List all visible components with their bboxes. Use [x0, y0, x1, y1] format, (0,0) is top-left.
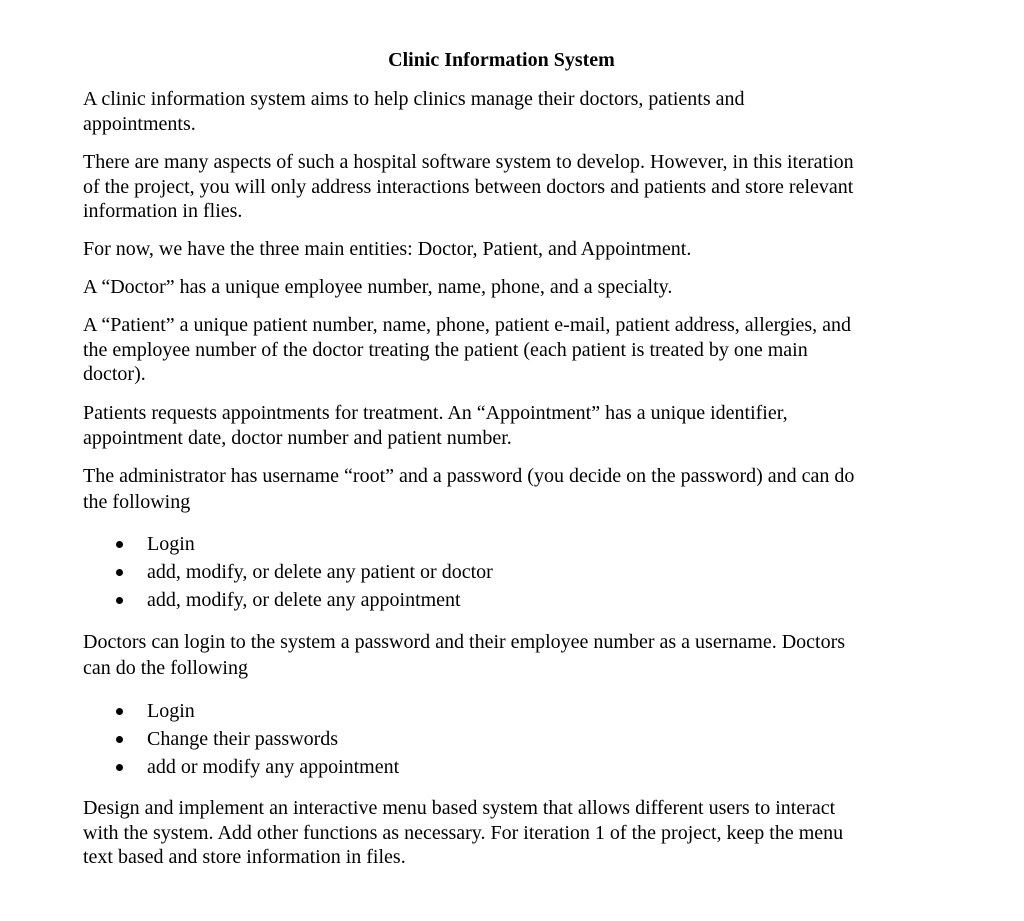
intro-line: A clinic information system aims to help clinics manage their doctors, patients and — [83, 88, 745, 110]
list-item — [83, 530, 943, 558]
bullet-icon — [116, 708, 123, 715]
entities-paragraph: For now, we have the three main entities: Doctor, Patient, and Appointment. — [83, 238, 692, 260]
document-title: Clinic Information System — [388, 49, 615, 71]
admin-line: the following — [83, 491, 191, 513]
list-item — [83, 725, 943, 753]
aspects-line: There are many aspects of such a hospital software system to develop. However, in this iteration — [83, 151, 854, 173]
bullet-icon — [116, 569, 123, 576]
list-item-text: Login — [147, 700, 195, 722]
list-item-text: Login — [147, 533, 195, 555]
patient-line: the employee number of the doctor treating the patient (each patient is treated by one main — [83, 338, 808, 361]
appointment-line: Patients requests appointments for treatment. An “Appointment” has a unique identifier, — [83, 402, 788, 424]
aspects-line: of the project, you will only address interactions between doctors and patients and store relevant — [83, 175, 854, 198]
list-item — [83, 753, 943, 781]
doctor-capabilities-list — [83, 697, 943, 781]
doctors-line: can do the following — [83, 657, 248, 679]
admin-capabilities-list — [83, 530, 943, 614]
doctor-paragraph: A “Doctor” has a unique employee number, name, phone, and a specialty. — [83, 276, 673, 298]
list-item — [83, 586, 943, 614]
bullet-icon — [116, 764, 123, 771]
appointment-line: appointment date, doctor number and patient number. — [83, 426, 512, 449]
bullet-icon — [116, 597, 123, 604]
list-item — [83, 697, 943, 725]
list-item-text: Change their passwords — [147, 728, 339, 750]
design-paragraph — [83, 796, 943, 870]
patient-paragraph — [83, 313, 943, 387]
bullet-icon — [116, 541, 123, 548]
aspects-line: information in flies. — [83, 200, 243, 222]
doctors-paragraph — [83, 629, 943, 681]
bullet-icon — [116, 736, 123, 743]
list-item-text: add or modify any appointment — [147, 756, 400, 778]
intro-line: appointments. — [83, 112, 196, 135]
list-item-text: add, modify, or delete any appointment — [147, 589, 461, 611]
list-item — [83, 558, 943, 586]
aspects-paragraph — [83, 150, 943, 224]
admin-line: The administrator has username “root” and a password (you decide on the password) and can do — [83, 465, 855, 487]
design-line: Design and implement an interactive menu based system that allows different users to interact — [83, 797, 836, 819]
intro-paragraph — [83, 87, 943, 136]
design-line: text based and store information in files. — [83, 846, 406, 868]
patient-line: A “Patient” a unique patient number, name, phone, patient e-mail, patient address, allergies, and — [83, 314, 852, 336]
admin-paragraph — [83, 463, 943, 515]
patient-line: doctor). — [83, 363, 146, 385]
list-item-text: add, modify, or delete any patient or doctor — [147, 561, 493, 583]
doctors-line: Doctors can login to the system a password and their employee number as a username. Doctors — [83, 631, 846, 653]
appointment-paragraph — [83, 401, 943, 450]
design-line: with the system. Add other functions as necessary. For iteration 1 of the project, keep the menu — [83, 821, 844, 844]
